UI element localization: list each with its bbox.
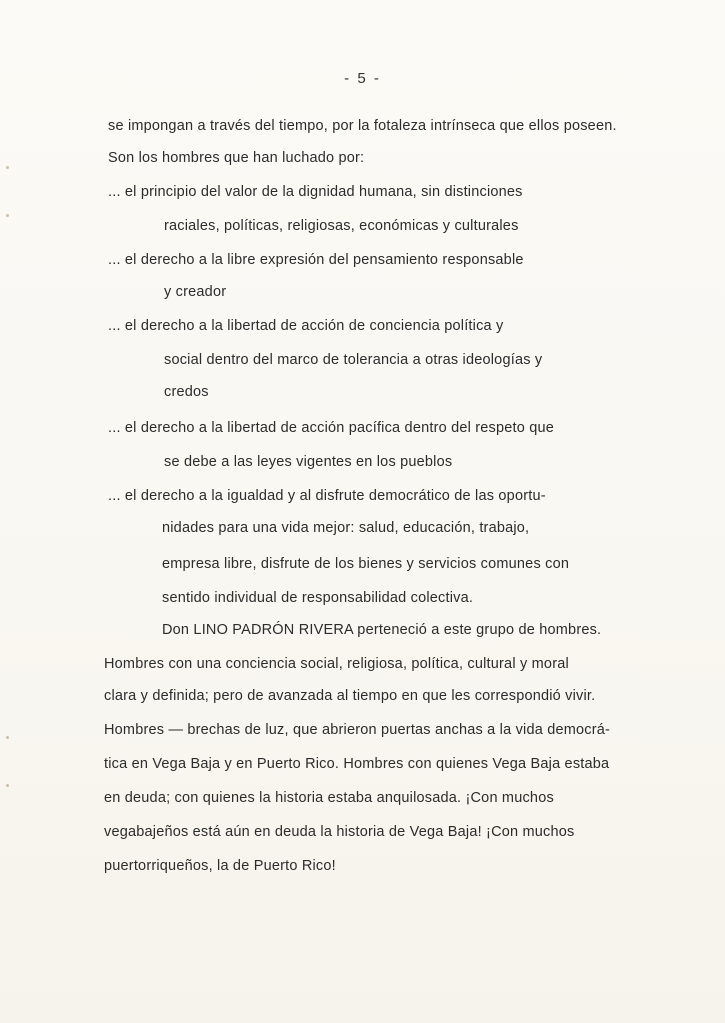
- text-line: se debe a las leyes vigentes en los pueblos: [164, 454, 453, 470]
- text-line: se impongan a través del tiempo, por la fotaleza intrínseca que ellos poseen.: [108, 118, 617, 134]
- paper-speck: [6, 784, 9, 787]
- paragraph-first-line: Don LINO PADRÓN RIVERA perteneció a este grupo de hombres.: [162, 622, 602, 638]
- list-item-line: ... el derecho a la libre expresión del pensamiento responsable: [108, 252, 524, 268]
- page-number: - 5 -: [344, 70, 381, 87]
- text-line: Hombres con una conciencia social, religiosa, política, cultural y moral: [104, 656, 569, 672]
- text-line: nidades para una vida mejor: salud, educación, trabajo,: [162, 520, 530, 536]
- text-line: tica en Vega Baja y en Puerto Rico. Hombres con quienes Vega Baja estaba: [104, 756, 610, 772]
- text-line: y creador: [164, 284, 227, 300]
- text-line: vegabajeños está aún en deuda la historia de Vega Baja! ¡Con muchos: [104, 824, 575, 840]
- list-item-line: ... el derecho a la libertad de acción pacífica dentro del respeto que: [108, 420, 555, 436]
- list-item-line: ... el derecho a la igualdad y al disfrute democrático de las oportu-: [108, 488, 546, 504]
- text-line: Hombres — brechas de luz, que abrieron puertas anchas a la vida democrá-: [104, 722, 611, 738]
- text-line: sentido individual de responsabilidad colectiva.: [162, 590, 474, 606]
- paper-speck: [6, 736, 9, 739]
- list-item-line: ... el derecho a la libertad de acción de conciencia política y: [108, 318, 504, 334]
- text-line: puertorriqueños, la de Puerto Rico!: [104, 858, 336, 874]
- paper-speck: [6, 214, 9, 217]
- text-line: Son los hombres que han luchado por:: [108, 150, 365, 166]
- text-line: clara y definida; pero de avanzada al tiempo en que les correspondió vivir.: [104, 688, 596, 704]
- list-item-line: ... el principio del valor de la dignidad humana, sin distinciones: [108, 184, 523, 200]
- text-line: credos: [164, 384, 209, 400]
- text-line: social dentro del marco de tolerancia a otras ideologías y: [164, 352, 543, 368]
- text-line: empresa libre, disfrute de los bienes y servicios comunes con: [162, 556, 570, 572]
- text-line: en deuda; con quienes la historia estaba anquilosada. ¡Con muchos: [104, 790, 554, 806]
- text-line: raciales, políticas, religiosas, económicas y culturales: [164, 218, 519, 234]
- paper-speck: [6, 166, 9, 169]
